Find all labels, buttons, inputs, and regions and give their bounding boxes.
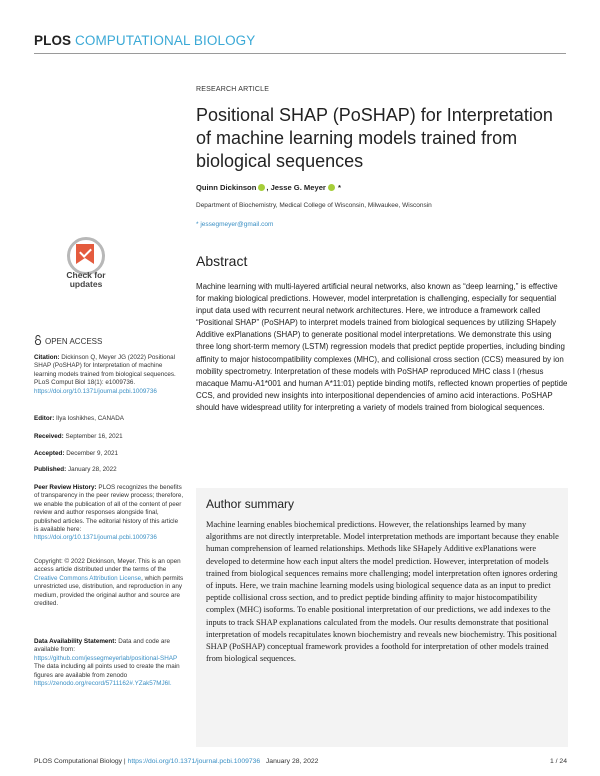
github-link[interactable]: https://github.com/jessegmeyerlab/positional-SHAP (34, 654, 178, 662)
peer-review-label: Peer Review History: (34, 484, 97, 491)
orcid-icon[interactable] (258, 184, 265, 191)
data-availability-block (34, 638, 184, 688)
author-summary-body: Machine learning enables biochemical predictions. However, the relationships learned by many algorithms are not directly interpretable. Model interpretation methods are important because they enable human comprehension of learned relationships. Methods like SHapely Additive exPlanations were developed to determine how each input alters the model prediction. However, interpretation of models trained from biological sequences remains more challenging; model interpretation often ignores ordering of inputs. Here, we train machine learning models using biological sequence data as an input to predict peptide collisional cross section, and to predict peptide binding affinity to major histocompatibility complex (MHC) isoforms. To enable positional interpretation of our predictions, we add indexes to the inputs to track SHAP explanations calculated from the models. Our results demonstrate that positional interpretation of models recapitulates known biochemistry and reveals new biochemistry. This positional SHAP (PoSHAP) conceptual framework provides a foothold for interpretation of other models trained from biological sequences. (206, 520, 559, 664)
badge-label-line2: updates (69, 279, 103, 289)
corresponding-author-mark: * (338, 183, 341, 192)
citation-text: Dickinson Q, Meyer JG (2022) Positional SHAP (PoSHAP) for Interpretation of machine learning models trained from biological sequences. PLoS Comput Biol 18(1): e1009736. (34, 354, 176, 387)
zenodo-link[interactable]: https://zenodo.org/record/5711162#.YZak57MJ6I. (34, 680, 172, 688)
accepted-date: December 9, 2021 (66, 450, 119, 457)
article-type: RESEARCH ARTICLE (196, 86, 270, 93)
received-label: Received: (34, 433, 64, 440)
published-block (34, 466, 184, 474)
abstract-heading: Abstract (196, 253, 248, 269)
footer-date: January 28, 2022 (265, 758, 319, 765)
published-label: Published: (34, 466, 67, 473)
editor-label: Editor: (34, 415, 55, 422)
author-list: Quinn Dickinson , Jesse G. Meyer * (196, 183, 341, 192)
data-availability-label: Data Availability Statement: (34, 638, 117, 645)
accepted-block (34, 450, 184, 458)
copyright-text: Copyright: © 2022 Dickinson, Meyer. This is an open access article distributed under the terms of the (34, 558, 181, 574)
citation-block (34, 354, 184, 396)
orcid-icon[interactable] (328, 184, 335, 191)
article-title: Positional SHAP (PoSHAP) for Interpretation of machine learning models trained from biological sequences (196, 105, 553, 171)
editor-text: Ilya Ioshikhes, CANADA (56, 415, 124, 422)
affiliation: Department of Biochemistry, Medical College of Wisconsin, Milwaukee, Wisconsin (196, 202, 432, 209)
copyright-text-2: , which permits unrestricted use, distribution, and reproduction in any medium, provided the original author and source are credited. (34, 574, 184, 608)
journal-masthead (34, 33, 255, 48)
author-summary-heading: Author summary (206, 497, 295, 511)
footer-doi-link[interactable]: https://doi.org/10.1371/journal.pcbi.1009736 (127, 758, 261, 765)
check-for-updates-badge[interactable] (64, 237, 110, 293)
citation-doi-link[interactable]: https://doi.org/10.1371/journal.pcbi.1009736 (34, 387, 157, 395)
open-lock-icon (34, 335, 42, 345)
page-footer (34, 758, 318, 765)
citation-label: Citation: (34, 354, 60, 361)
data-availability-text-2: The data including all points used to create the main figures are available from zenodo (34, 663, 180, 679)
received-block (34, 433, 184, 441)
journal-plos: PLOS (34, 33, 72, 48)
badge-label-line1: Check for (66, 270, 106, 280)
received-date: September 16, 2021 (65, 433, 123, 440)
published-date: January 28, 2022 (67, 466, 117, 473)
author-name[interactable]: Quinn Dickinson (196, 183, 257, 192)
peer-review-text: PLOS recognizes the benefits of transparency in the peer review process; therefore, we enable the publication of all of the content of peer review and author responses alongside final, published articles. The editorial history of this article is available here: (34, 484, 184, 534)
corresponding-email-link[interactable]: * jessegmeyer@gmail.com (196, 221, 274, 228)
open-access-text: OPEN ACCESS (45, 337, 103, 346)
peer-review-block (34, 484, 184, 543)
footer-separator: | (122, 758, 128, 765)
data-availability-text: Data and code are available from: (34, 638, 171, 654)
accepted-label: Accepted: (34, 450, 65, 457)
journal-name: COMPUTATIONAL BIOLOGY (75, 33, 256, 48)
page-number: 1 / 24 (549, 758, 567, 765)
badge-label (60, 271, 112, 289)
author-name[interactable]: Jesse G. Meyer (270, 183, 326, 192)
editor-block (34, 415, 184, 423)
license-link[interactable]: Creative Commons Attribution License (34, 574, 142, 582)
abstract-body: Machine learning with multi-layered artificial neural networks, also known as “deep learning,” is effective for making biological predictions. However, model interpretation is challenging, especially for sequential input data used with recurrent neural network architectures. Here, we introduce a framework called “Positional SHAP” (PoSHAP) to interpret models trained from biological sequences by utilizing SHapely Additive exPlanations (SHAP) to generate positional model interpretations. We demonstrate this using three long short-term memory (LSTM) regression models that predict peptide properties, including binding affinity to major histocompatibility complexes (MHC), and collisional cross section (CCS) measured by ion mobility spectrometry. Interpretation of these models with PoSHAP reproduced MHC class I (rhesus macaque Mamu-A1*001 and human A*11:01) peptide binding motifs, reflected known properties of peptide CCS, and provided new insights into interpositional dependencies of amino acid interactions. PoSHAP should have widespread utility for interpreting a variety of models trained from biological sequences. (196, 282, 568, 412)
peer-review-link[interactable]: https://doi.org/10.1371/journal.pcbi.1009736 (34, 534, 157, 542)
header-divider (34, 53, 566, 54)
footer-journal: PLOS Computational Biology (34, 758, 123, 765)
open-access-label (34, 335, 102, 346)
copyright-block (34, 558, 184, 608)
